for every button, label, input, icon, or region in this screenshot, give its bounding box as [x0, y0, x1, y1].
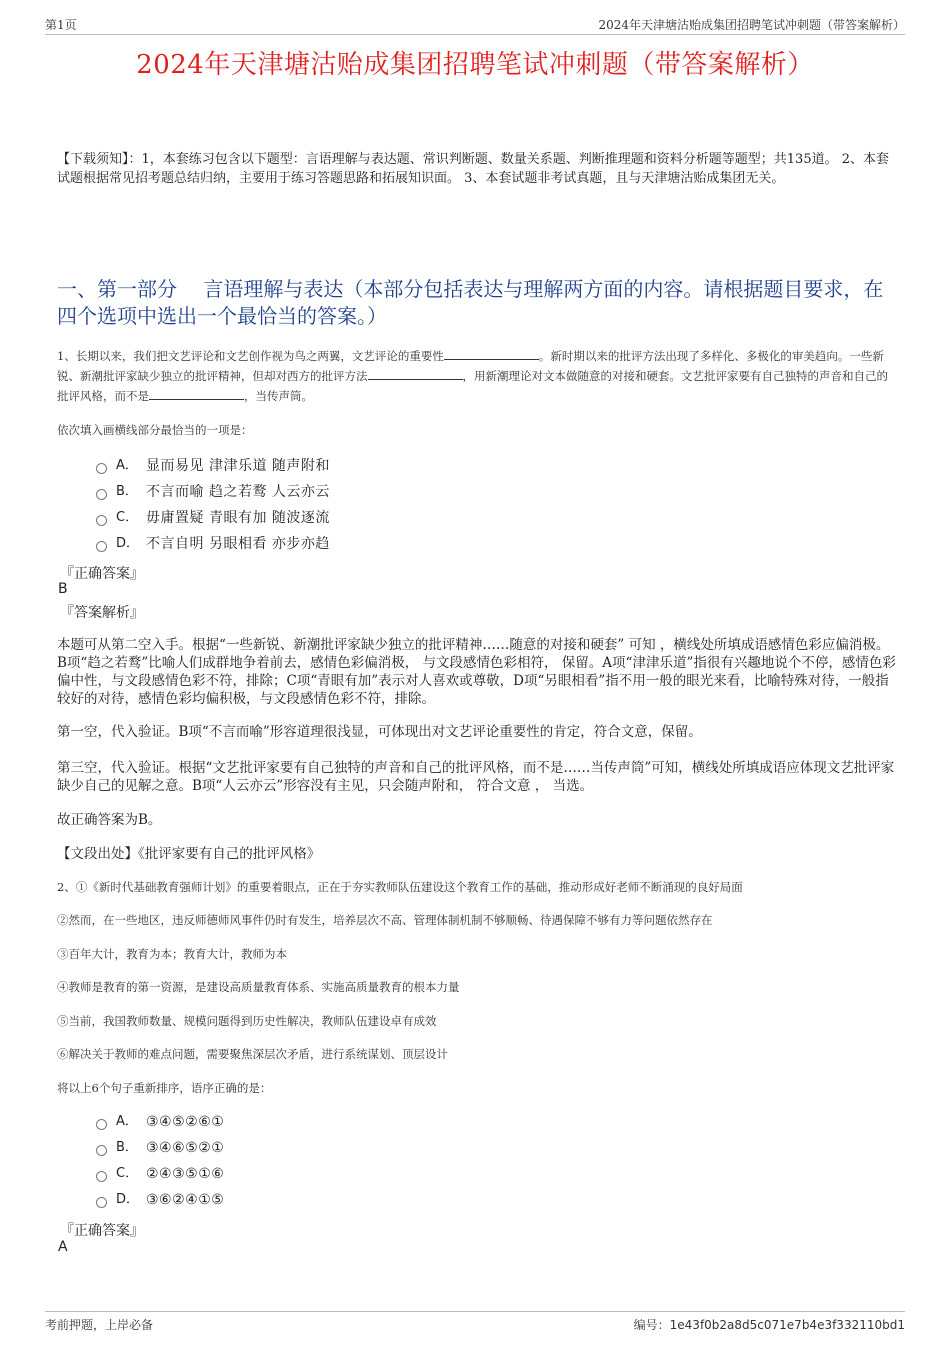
q1-option-d[interactable]: D． 不言自明 另眼相看 亦步亦趋	[96, 531, 796, 557]
q2-sentence-4: ④教师是教育的第一资源，是建设高质量教育体系、实施高质量教育的根本力量	[57, 980, 460, 994]
q1-options	[96, 453, 796, 557]
q2-prompt: 将以上6个句子重新排序，语序正确的是：	[57, 1081, 272, 1095]
q1-stem-part1: 1、长期以来，我们把文艺评论和文艺创作视为鸟之两翼，文艺评论的重要性	[57, 349, 444, 363]
footer-code-label: 编号：	[633, 1318, 670, 1332]
q2-option-b[interactable]: B． ③④⑥⑤②①	[96, 1135, 796, 1161]
radio-icon[interactable]	[96, 541, 107, 552]
q1-analysis-p3: 第三空，代入验证。根据“文艺批评家要有自己独特的声音和自己的批评风格，而不是……当传声筒”可知，横线处所填成语应体现文艺批评家缺少自己的见解之意。B项“人云亦云”形容没有主见，只会随声附和， 符合文意 ， 当选。	[57, 760, 895, 794]
q2-options	[96, 1109, 796, 1213]
q2-option-c[interactable]: C． ②④③⑤①⑥	[96, 1161, 796, 1187]
q1-blank-1	[444, 346, 539, 360]
q1-analysis-p2: 第一空，代入验证。B项“不言而喻”形容道理很浅显，可体现出对文艺评论重要性的肯定，符合文意，保留。	[57, 724, 702, 740]
q2-answer-label: 『正确答案』	[60, 1223, 144, 1239]
q1-prompt: 依次填入画横线部分最恰当的一项是：	[57, 423, 253, 437]
q2-sentence-2: ②然而，在一些地区，违反师德师风事件仍时有发生，培养层次不高、管理体制机制不够顺畅、待遇保障不够有力等问题依然存在	[57, 913, 713, 927]
footer-code-value: 1e43f0b2a8d5c071e7b4e3f332110bd1	[669, 1318, 905, 1332]
q1-option-c[interactable]: C． 毋庸置疑 青眼有加 随波逐流	[96, 505, 796, 531]
q2-sentence-5: ⑤当前，我国教师数量、规模问题得到历史性解决，教师队伍建设卓有成效	[57, 1014, 437, 1028]
q2-sentence-3: ③百年大计，教育为本；教育大计，教师为本	[57, 947, 287, 961]
q1-stem-part2: 。新时期以来的批评方法出现了多样化、多极化的审美趋向。一些新锐、新潮批评家缺少独立的批评精神，但却对西方的批评方法	[57, 349, 884, 383]
q2-option-a[interactable]: A． ③④⑤②⑥①	[96, 1109, 796, 1135]
q1-answer: B	[58, 581, 68, 597]
footer-code	[634, 1316, 905, 1333]
footer-slogan: 考前押题，上岸必备	[45, 1318, 154, 1332]
q1-blank-3	[149, 386, 244, 400]
download-notice: 【下载须知】：1，本套练习包含以下题型：言语理解与表达题、常识判断题、数量关系题、判断推理题和资料分析题等题型；共135道。 2、本套试题根据常见招考题总结归纳，主要用于练习答题思路和拓展知识面。 3、本套试题非考试真题，且与天津塘沽贻成集团无关。	[57, 152, 889, 186]
page-footer	[45, 1311, 905, 1336]
radio-icon[interactable]	[96, 1119, 107, 1130]
q1-stem-part3: ，用新潮理论对文本做随意的对接和硬套。文艺批评家要有自己独特的声音和自己的批评风格，而不是	[57, 369, 888, 403]
section-title: 一、第一部分 言语理解与表达（本部分包括表达与理解两方面的内容。请根据题目要求，在四个选项中选出一个最恰当的答案。）	[57, 277, 884, 328]
q1-answer-label: 『正确答案』	[60, 566, 144, 582]
q2-sentence-1: 2、①《新时代基础教育强师计划》的重要着眼点，正在于夯实教师队伍建设这个教育工作的基础，推动形成好老师不断涌现的良好局面	[57, 880, 743, 894]
q1-option-a[interactable]: A． 显而易见 津津乐道 随声附和	[96, 453, 796, 479]
q1-analysis-p1: 本题可从第二空入手。根据“一些新锐、新潮批评家缺少独立的批评精神……随意的对接和硬套” 可知 ，横线处所填成语感情色彩应偏消极。B项“趋之若鹜”比喻人们成群地争着前去，感情色彩偏消极， 与文段感情色彩相符， 保留。A项“津津乐道”指很有兴趣地说个不停，感情色彩偏中性，与文段感情色彩不符，排除；C项“青眼有加”表示对人喜欢或尊敬，D项“另眼相看”指不用一般的眼光来看，比喻特殊对待，一般指较好的对待，感情色彩均偏积极，与文段感情色彩不符，排除。	[57, 637, 896, 707]
q1-blank-2	[368, 366, 463, 380]
q1-stem	[57, 346, 899, 406]
header-doc-name: 2024年天津塘沽贻成集团招聘笔试冲刺题（带答案解析）	[598, 18, 905, 32]
q2-answer: A	[58, 1239, 68, 1255]
radio-icon[interactable]	[96, 1197, 107, 1208]
radio-icon[interactable]	[96, 515, 107, 526]
q1-source: 【文段出处】《批评家要有自己的批评风格》	[57, 846, 321, 862]
document-title: 2024年天津塘沽贻成集团招聘笔试冲刺题（带答案解析）	[136, 50, 814, 80]
q1-option-b[interactable]: B． 不言而喻 趋之若鹜 人云亦云	[96, 479, 796, 505]
q1-analysis-p4: 故正确答案为B。	[57, 812, 162, 828]
q2-option-d[interactable]: D． ③⑥②④①⑤	[96, 1187, 796, 1213]
page-header	[45, 14, 905, 35]
q1-analysis-label: 『答案解析』	[60, 605, 144, 621]
q1-stem-part4: ，当传声筒。	[244, 389, 313, 403]
q2-sentence-6: ⑥解决关于教师的难点问题，需要聚焦深层次矛盾，进行系统谋划、顶层设计	[57, 1047, 448, 1061]
radio-icon[interactable]	[96, 1145, 107, 1156]
page-number: 第1页	[45, 18, 77, 32]
radio-icon[interactable]	[96, 489, 107, 500]
radio-icon[interactable]	[96, 1171, 107, 1182]
radio-icon[interactable]	[96, 463, 107, 474]
